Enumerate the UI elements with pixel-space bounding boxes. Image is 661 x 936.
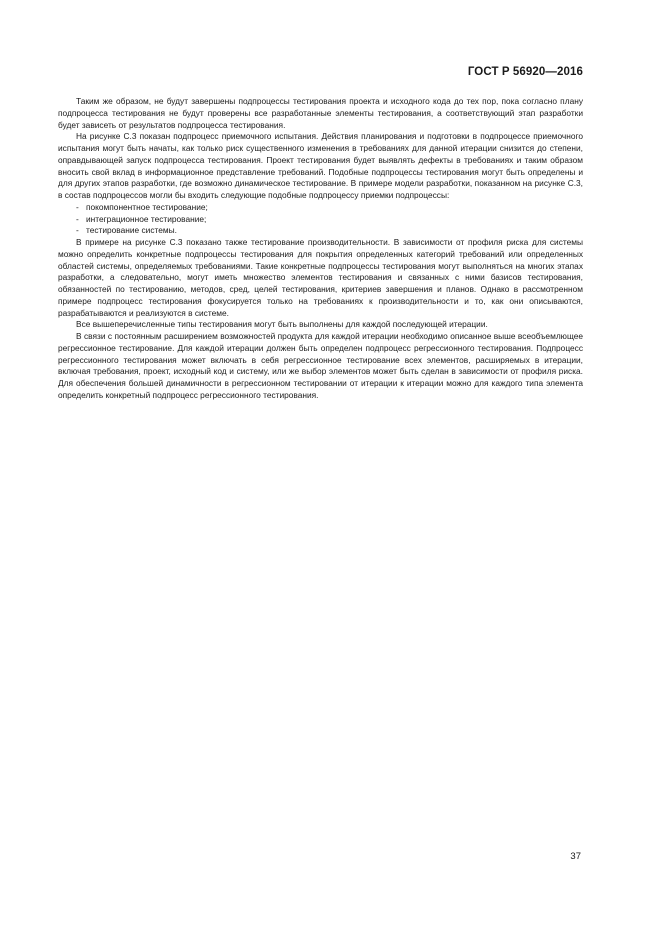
list-item-text: покомпонентное тестирование;: [86, 201, 208, 212]
paragraph: Все вышеперечисленные типы тестирования могут быть выполнены для каждой последующей итерации.: [76, 319, 488, 330]
paragraph: В связи с постоянным расширением возможностей продукта для каждой итерации необходимо описанное выше всеобъемлющее регрессионное тестирование. Для каждой итерации должен быть определен подпроцесс регрессионного тестирования. Подпроцесс регрессионного тестирования может включать в себя регрессионное тестирование всех элементов, расширяемых в итерации, включая требования, проект, исходный код и систему, или же выбор элементов может быть сделан в зависимости от профиля риска. Для обеспечения большей динамичности в регрессионном тестировании от итерации к итерации можно для каждого типа элемента определить конкретный подпроцесс регрессионного тестирования.: [58, 331, 583, 400]
document-body: [58, 96, 583, 402]
paragraph: Таким же образом, не будут завершены подпроцессы тестирования проекта и исходного кода до тех пор, пока согласно плану подпроцесса тестирования не будут проверены все разработанные элементы тестирования, а соответствующий этап разработки будет зависеть от результатов подпроцесса тестирования.: [58, 96, 583, 130]
test-level-list: [58, 202, 583, 237]
paragraph: В примере на рисунке С.3 показано также тестирование производительности. В зависимости от профиля риска для системы можно определить конкретные подпроцессы тестирования для покрытия определенных категорий требований или определенных областей системы, определяемых требованиями. Такие конкретные подпроцессы тестирования могут выполняться на многих этапах разработки, а следовательно, могут иметь множество элементов тестирования и связанных с ними базисов тестирования, обязанностей по тестированию, методов, сред, целей тестирования, критериев завершения и планов. Однако в рассмотренном примере подпроцесс тестирования фокусируется только на требованиях к производительности и то, как они описываются, разрабатываются и реализуются в системе.: [58, 237, 583, 318]
list-marker: -: [76, 213, 79, 224]
list-marker: -: [76, 225, 79, 236]
list-marker: -: [76, 201, 79, 212]
list-item: [58, 225, 583, 237]
list-item: [58, 214, 583, 226]
standard-id: ГОСТ Р 56920—2016: [467, 66, 583, 78]
paragraph: На рисунке С.3 показан подпроцесс приемочного испытания. Действия планирования и подготовки в подпроцессе приемочного испытания могут быть начаты, как только риск существенного изменения в требованиях для данной итерации снизится до степени, оправдывающей запуск подпроцесса тестирования. Проект тестирования будет выявлять дефекты в требованиях и таким образом вносить свой вклад в информационное представление требований. Подобные подпроцессы тестирования могут быть определены и для других этапов разработки, где возможно динамическое тестирование. В примере модели разработки, показанном на рисунке С.3, в состав подпроцессов могли бы входить следующие подобные подпроцессу приемки подпроцессы:: [58, 131, 583, 200]
page-number: 37: [570, 851, 581, 862]
list-item-text: тестирование системы.: [86, 225, 177, 236]
list-item: [58, 202, 583, 214]
list-item-text: интеграционное тестирование;: [86, 213, 207, 224]
document-header: [468, 66, 583, 78]
